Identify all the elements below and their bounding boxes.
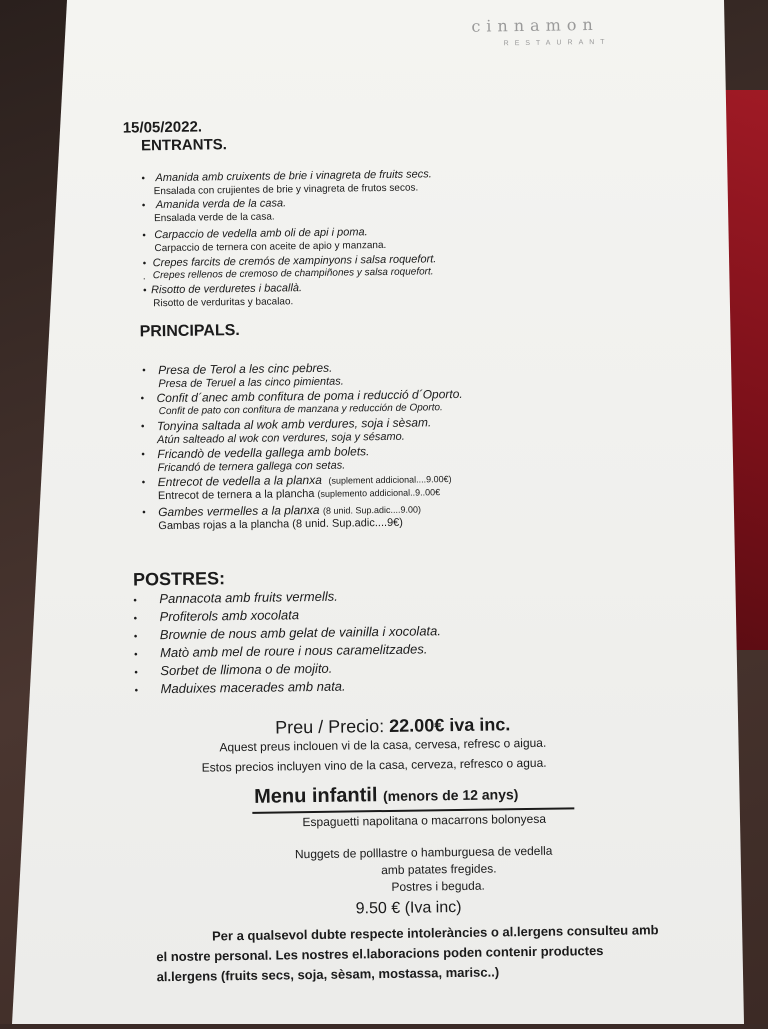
bullet-icon: • <box>142 507 146 519</box>
allergen-note: al.lergens (fruits secs, soja, sèsam, mostassa, marisc..) <box>156 964 500 985</box>
principals-heading: PRINCIPALS. <box>139 321 240 341</box>
price-amount: 22.00€ iva inc. <box>389 714 511 736</box>
principal-es-name: Gambas rojas a la plancha <box>158 518 290 533</box>
principal-es-name: Entrecot de ternera a la plancha <box>157 487 315 503</box>
bullet-icon: • <box>141 173 146 185</box>
bullet-icon: • <box>134 667 138 679</box>
kids-menu-line: amb patates fregides. <box>381 861 497 878</box>
allergen-note: Per a qualsevol dubte respecte intoleràncies o al.lergens consulteu amb <box>211 922 659 944</box>
bullet-icon: • <box>141 477 146 489</box>
restaurant-logo: cinnamon <box>471 14 599 36</box>
principal-es: Fricandó de ternera gallega con setas. <box>157 459 346 475</box>
bullet-icon: • <box>134 685 139 697</box>
entrant-ca: Risotto de verduretes i bacallà. <box>150 282 303 297</box>
entrant-es: Carpaccio de ternera con aceite de apio y manzana. <box>154 239 387 255</box>
postres-heading: POSTRES: <box>132 568 226 590</box>
postre-item: Maduixes macerades amb nata. <box>160 678 346 697</box>
entrant-ca: Carpaccio de vedella amb oli de api i poma. <box>154 226 368 242</box>
kids-menu-title <box>254 782 519 809</box>
bullet-icon: • <box>141 449 145 461</box>
menu-date: 15/05/2022. <box>122 118 203 137</box>
restaurant-logo-subtitle: RESTAURANT <box>503 38 611 48</box>
principal-ca: Tonyina saltada al wok amb verdures, soja i sèsam. <box>156 415 432 434</box>
entrant-es: Ensalada con crujientes de brie y vinagreta de frutos secos. <box>153 182 419 198</box>
postre-item: Sorbet de llimona o de mojito. <box>160 660 333 679</box>
supplement-note: (suplement addicional....9.00€) <box>328 474 452 486</box>
price-line <box>275 714 510 738</box>
bullet-icon: • <box>140 393 145 405</box>
postre-item: Brownie de nous amb gelat de vainilla i xocolata. <box>159 623 442 643</box>
principal-es: Confit de pato con confitura de manzana y reducción de Oporto. <box>158 402 443 418</box>
kids-menu-price: 9.50 € (Iva inc) <box>355 898 462 918</box>
kids-menu-line: Espaguetti napolitana o macarrons bolonyesa <box>302 811 547 830</box>
principal-es <box>158 517 403 532</box>
postre-item: Profiterols amb xocolata <box>159 607 300 625</box>
entrant-ca: Amanida verda de la casa. <box>155 197 287 212</box>
entrant-ca: Crepes farcits de cremós de xampinyons i salsa roquefort. <box>152 253 437 270</box>
price-label: Preu / Precio: <box>275 715 390 738</box>
bullet-icon: • <box>142 365 146 377</box>
bullet-icon: • <box>142 258 147 270</box>
bullet-icon: • <box>133 595 137 607</box>
principal-ca: Presa de Terol a les cinc pebres. <box>158 360 333 378</box>
price-note-ca: Aquest preus inclouen vi de la casa, cervesa, refresc o aigua. <box>219 735 547 755</box>
entrant-es: Crepes rellenos de cremoso de champiñones y salsa roquefort. <box>152 266 434 282</box>
allergen-note: el nostre personal. Les nostres el.laboracions poden contenir productes <box>156 942 604 965</box>
entrant-es: Ensalada verde de la casa. <box>153 211 275 225</box>
price-note-es: Estos precios incluyen vino de la casa, cerveza, refresco o agua. <box>201 755 547 775</box>
supplement-note: (8 unid. Sup.adic....9€) <box>292 516 404 531</box>
bullet-icon: • <box>133 631 138 643</box>
principal-ca: Fricandò de vedella gallega amb bolets. <box>157 444 370 462</box>
entrant-es: Risotto de verduritas y bacalao. <box>153 296 294 310</box>
principal-ca: Confit d´anec amb confitura de poma i reducció d´Oporto. <box>156 386 463 406</box>
bullet-icon: • <box>140 421 145 433</box>
bullet-icon: • <box>142 285 147 297</box>
bullet-icon: • <box>133 613 138 625</box>
supplement-note: (8 unid. Sup.adic....9.00) <box>322 504 422 516</box>
postre-item: Pannacota amb fruits vermells. <box>159 588 338 607</box>
kids-menu-line: Postres i beguda. <box>391 878 485 894</box>
principal-es: Presa de Teruel a las cinco pimientas. <box>158 375 344 391</box>
bullet-icon: . <box>142 271 146 283</box>
entrant-ca: Amanida amb cruixents de brie i vinagreta de fruits secs. <box>155 168 432 185</box>
kids-menu-name: Menu infantil <box>253 784 378 808</box>
bullet-icon: • <box>134 649 138 661</box>
postre-item: Matò amb mel de roure i nous caramelitzades. <box>160 641 428 661</box>
principal-es <box>158 486 440 502</box>
entrants-heading: ENTRANTS. <box>140 136 227 155</box>
principal-ca-name: Gambes vermelles a la planxa <box>158 502 320 520</box>
supplement-note: (suplemento addicional..9..00€ <box>317 487 441 499</box>
principal-ca-name: Entrecot de vedella a la planxa <box>157 472 322 490</box>
kids-menu-age: (menors de 12 anys) <box>382 786 519 805</box>
bullet-icon: • <box>141 200 146 212</box>
bullet-icon: • <box>142 230 146 242</box>
kids-menu-line: Nuggets de polllastre o hamburguesa de vedella <box>294 843 553 862</box>
principal-es: Atún salteado al wok con verdures, soja y sésamo. <box>157 430 405 447</box>
